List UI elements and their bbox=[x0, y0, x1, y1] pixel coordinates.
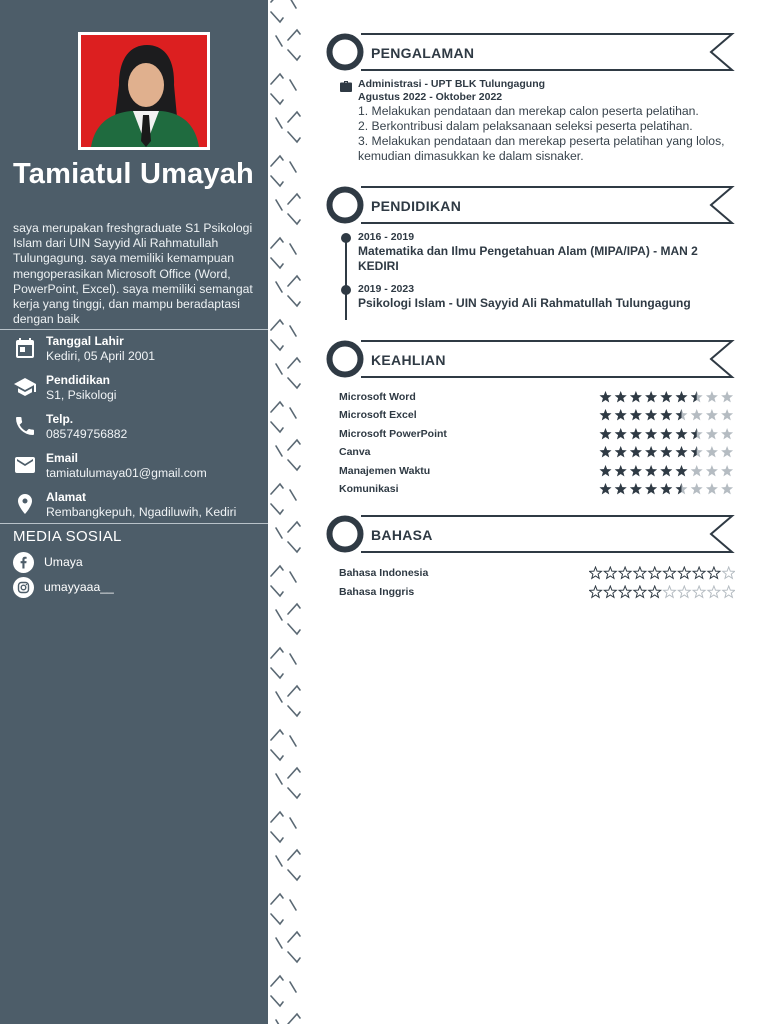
star-icon-filled bbox=[600, 428, 612, 439]
star-icon bbox=[721, 409, 733, 420]
zigzag-pattern bbox=[268, 0, 305, 1024]
about-text: saya merupakan freshgraduate S1 Psikologi Islam dari UIN Sayyid Ali Rahmatullah Tulungagung. saya memiliki kemampuan mengoperasikan Microsoft Office (Word, PowerPoint, Excel). saya memiliki semangat kerja yang tinggi, dan mampu beradaptasi dengan baik bbox=[13, 221, 253, 327]
star-rating bbox=[599, 427, 735, 441]
education-school: Psikologi Islam - UIN Sayyid Ali Rahmatullah Tulungagung bbox=[358, 296, 691, 310]
social-label: Umaya bbox=[44, 555, 83, 569]
profile-photo bbox=[78, 32, 210, 150]
skill-name: Microsoft PowerPoint bbox=[339, 428, 447, 440]
location-pin-icon bbox=[13, 492, 37, 516]
star-icon-filled bbox=[645, 409, 657, 420]
phone-icon bbox=[13, 414, 37, 438]
star-icon bbox=[706, 446, 718, 457]
star-icon-filled bbox=[630, 465, 642, 476]
star-icon-filled bbox=[676, 428, 688, 439]
info-label: Telp. bbox=[46, 412, 74, 426]
social-media-title: MEDIA SOSIAL bbox=[13, 528, 122, 545]
star-icon bbox=[619, 567, 631, 578]
star-icon-filled bbox=[676, 465, 688, 476]
experience-date: Agustus 2022 - Oktober 2022 bbox=[358, 91, 503, 103]
skill-row bbox=[339, 483, 735, 499]
social-item-facebook[interactable] bbox=[13, 552, 213, 574]
star-icon-filled bbox=[600, 465, 612, 476]
star-icon-filled bbox=[630, 446, 642, 457]
star-icon bbox=[691, 483, 703, 494]
skill-row bbox=[339, 465, 735, 481]
star-rating bbox=[589, 585, 735, 599]
sidebar bbox=[0, 0, 268, 1024]
instagram-icon bbox=[13, 577, 34, 598]
star-icon bbox=[721, 465, 733, 476]
star-icon-filled bbox=[660, 409, 672, 420]
info-email bbox=[13, 453, 265, 487]
star-icon-filled bbox=[615, 391, 627, 402]
zigzag-pattern-mark bbox=[271, 320, 300, 388]
star-icon-filled bbox=[660, 465, 672, 476]
language-row bbox=[339, 586, 735, 602]
star-icon-filled bbox=[630, 391, 642, 402]
star-icon bbox=[706, 483, 718, 494]
star-rating bbox=[599, 408, 735, 422]
education-school: Matematika dan Ilmu Pengetahuan Alam (MIPA/IPA) - MAN 2 KEDIRI bbox=[358, 244, 698, 273]
calendar-icon bbox=[13, 336, 37, 360]
list-item: 2. Berkontribusi dalam pelaksanaan seleksi peserta pelatihan. bbox=[358, 119, 693, 133]
zigzag-pattern-mark bbox=[271, 484, 300, 552]
timeline-dot bbox=[341, 285, 351, 295]
list-item: 3. Melakukan pendataan dan merekap peserta pelatihan yang lolos, kemudian dimasukkan ke dalam sisnaker. bbox=[358, 134, 725, 163]
zigzag-pattern-mark bbox=[271, 156, 300, 224]
star-icon bbox=[649, 586, 661, 597]
star-icon bbox=[721, 428, 733, 439]
star-rating bbox=[599, 482, 735, 496]
info-value: Rembangkepuh, Ngadiluwih, Kediri bbox=[46, 505, 237, 519]
zigzag-pattern-mark bbox=[271, 566, 300, 634]
star-icon bbox=[664, 586, 676, 597]
experience-role: Administrasi - UPT BLK Tulungagung bbox=[358, 78, 546, 90]
star-icon-filled bbox=[630, 483, 642, 494]
star-icon-filled bbox=[600, 483, 612, 494]
star-icon-filled bbox=[645, 391, 657, 402]
zigzag-pattern-mark bbox=[271, 730, 300, 798]
skill-name: Microsoft Word bbox=[339, 391, 416, 403]
info-label: Pendidikan bbox=[46, 373, 111, 387]
star-icon-filled bbox=[600, 409, 612, 420]
star-icon bbox=[723, 586, 735, 597]
skill-row bbox=[339, 391, 735, 407]
info-value: 085749756882 bbox=[46, 427, 128, 441]
skill-row bbox=[339, 428, 735, 444]
star-icon-filled bbox=[630, 409, 642, 420]
star-icon bbox=[664, 567, 676, 578]
star-icon bbox=[708, 586, 720, 597]
star-icon-filled bbox=[615, 409, 627, 420]
info-address bbox=[13, 492, 265, 526]
info-education bbox=[13, 375, 265, 409]
sidebar-divider bbox=[0, 329, 268, 330]
star-rating bbox=[599, 464, 735, 478]
decorative-pattern-strip bbox=[268, 0, 305, 1024]
zigzag-pattern-mark bbox=[271, 0, 300, 60]
facebook-icon bbox=[13, 552, 34, 573]
social-label: umayyaaa__ bbox=[44, 580, 114, 594]
star-icon-filled bbox=[600, 446, 612, 457]
section-title: BAHASA bbox=[371, 527, 433, 543]
star-icon bbox=[649, 567, 661, 578]
info-phone bbox=[13, 414, 265, 448]
section-title: PENGALAMAN bbox=[371, 45, 475, 61]
experience-list bbox=[358, 104, 738, 164]
star-rating bbox=[599, 445, 735, 459]
info-label: Email bbox=[46, 451, 79, 465]
section-title: KEAHLIAN bbox=[371, 352, 446, 368]
skill-name: Canva bbox=[339, 446, 371, 458]
section-header-education bbox=[325, 185, 735, 225]
star-icon bbox=[708, 567, 720, 578]
star-icon bbox=[706, 409, 718, 420]
zigzag-pattern-mark bbox=[271, 402, 300, 470]
skill-name: Microsoft Excel bbox=[339, 409, 417, 421]
star-icon-filled bbox=[660, 446, 672, 457]
star-icon-filled bbox=[615, 483, 627, 494]
section-header-skills bbox=[325, 339, 735, 379]
zigzag-pattern-mark bbox=[271, 238, 300, 306]
zigzag-pattern-mark bbox=[271, 648, 300, 716]
info-value: S1, Psikologi bbox=[46, 388, 117, 402]
email-icon bbox=[13, 453, 37, 477]
section-header-languages bbox=[325, 514, 735, 554]
star-icon-filled bbox=[615, 446, 627, 457]
star-icon-filled bbox=[615, 465, 627, 476]
star-icon bbox=[678, 567, 690, 578]
star-icon bbox=[723, 567, 735, 578]
star-icon-filled bbox=[660, 428, 672, 439]
section-title: PENDIDIKAN bbox=[371, 198, 462, 214]
star-icon bbox=[590, 567, 602, 578]
star-icon bbox=[619, 586, 631, 597]
skill-row bbox=[339, 446, 735, 462]
timeline-line bbox=[345, 234, 347, 320]
star-icon bbox=[678, 586, 690, 597]
timeline-dot bbox=[341, 233, 351, 243]
star-icon-filled bbox=[660, 483, 672, 494]
star-rating bbox=[589, 566, 735, 580]
star-icon bbox=[634, 567, 646, 578]
star-icon-filled bbox=[645, 483, 657, 494]
info-label: Alamat bbox=[46, 490, 87, 504]
person-name: Tamiatul Umayah bbox=[13, 158, 254, 190]
star-icon-filled bbox=[645, 465, 657, 476]
zigzag-pattern-mark bbox=[271, 894, 300, 962]
star-icon bbox=[721, 391, 733, 402]
star-icon bbox=[693, 567, 705, 578]
education-period: 2019 - 2023 bbox=[358, 283, 415, 295]
star-icon bbox=[691, 409, 703, 420]
star-rating bbox=[599, 390, 735, 404]
language-row bbox=[339, 567, 735, 583]
skill-row bbox=[339, 409, 735, 425]
star-icon bbox=[604, 567, 616, 578]
star-icon bbox=[693, 586, 705, 597]
language-name: Bahasa Inggris bbox=[339, 586, 415, 598]
star-icon-filled bbox=[645, 428, 657, 439]
graduation-cap-icon bbox=[13, 375, 37, 399]
star-icon bbox=[691, 465, 703, 476]
star-icon bbox=[706, 391, 718, 402]
social-item-instagram[interactable] bbox=[13, 577, 213, 599]
star-icon-filled bbox=[660, 391, 672, 402]
info-value: tamiatulumaya01@gmail.com bbox=[46, 466, 207, 480]
star-icon-filled bbox=[615, 428, 627, 439]
star-icon bbox=[721, 446, 733, 457]
info-label: Tanggal Lahir bbox=[46, 334, 124, 348]
info-value: Kediri, 05 April 2001 bbox=[46, 349, 156, 363]
info-birthdate bbox=[13, 336, 265, 370]
language-name: Bahasa Indonesia bbox=[339, 567, 429, 579]
profile-photo-illustration bbox=[81, 35, 207, 147]
briefcase-icon bbox=[340, 79, 352, 97]
star-icon bbox=[706, 465, 718, 476]
star-icon bbox=[721, 483, 733, 494]
skill-name: Komunikasi bbox=[339, 483, 399, 495]
star-icon-filled bbox=[630, 428, 642, 439]
skill-name: Manajemen Waktu bbox=[339, 465, 431, 477]
zigzag-pattern-mark bbox=[271, 976, 300, 1024]
star-icon bbox=[706, 428, 718, 439]
star-icon-filled bbox=[600, 391, 612, 402]
education-period: 2016 - 2019 bbox=[358, 231, 415, 243]
star-icon-filled bbox=[676, 391, 688, 402]
zigzag-pattern-mark bbox=[271, 812, 300, 880]
section-header-experience bbox=[325, 32, 735, 72]
list-item: 1. Melakukan pendataan dan merekap calon peserta pelatihan. bbox=[358, 104, 699, 118]
star-icon bbox=[590, 586, 602, 597]
zigzag-pattern-mark bbox=[271, 74, 300, 142]
star-icon bbox=[604, 586, 616, 597]
star-icon-filled bbox=[645, 446, 657, 457]
star-icon-filled bbox=[676, 446, 688, 457]
star-icon bbox=[634, 586, 646, 597]
sidebar-divider bbox=[0, 523, 268, 524]
